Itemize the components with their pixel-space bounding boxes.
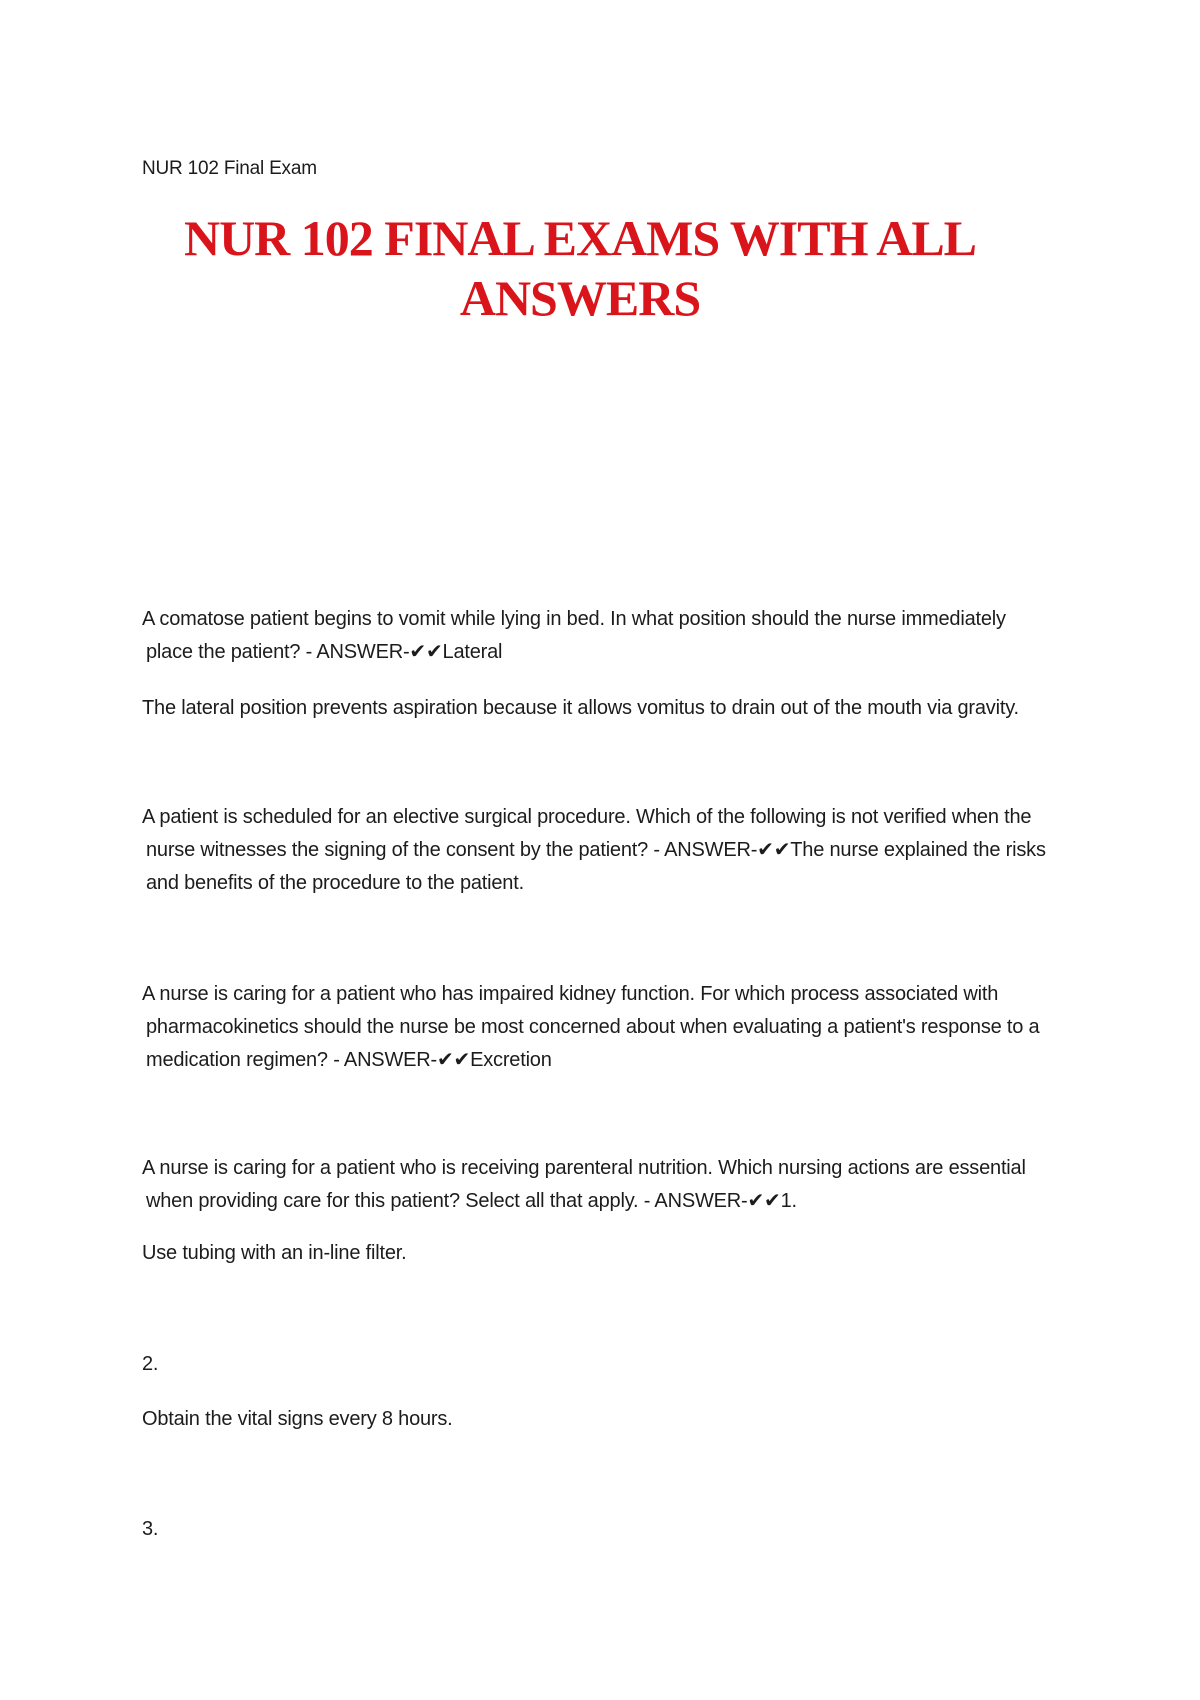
title-line-1: NUR 102 FINAL EXAMS WITH ALL xyxy=(183,210,977,266)
question-4-number-2: 2. xyxy=(142,1353,159,1375)
question-4-line-2: when providing care for this patient? Select all that apply. - ANSWER-✔✔1. xyxy=(146,1190,797,1212)
question-2-line-3: and benefits of the procedure to the patient. xyxy=(146,872,524,894)
question-2-line-2: nurse witnesses the signing of the consent by the patient? - ANSWER-✔✔The nurse explained the risks xyxy=(146,839,1046,861)
document-title xyxy=(150,208,1010,328)
question-1-line-1: A comatose patient begins to vomit while lying in bed. In what position should the nurse immediately xyxy=(142,608,1006,630)
question-4-option-1: Use tubing with an in-line filter. xyxy=(142,1242,407,1264)
question-4-option-2: Obtain the vital signs every 8 hours. xyxy=(142,1408,453,1430)
question-4-line-1: A nurse is caring for a patient who is receiving parenteral nutrition. Which nursing actions are essential xyxy=(142,1157,1026,1179)
question-4-number-3: 3. xyxy=(142,1518,159,1540)
page-header-label: NUR 102 Final Exam xyxy=(142,158,317,179)
question-1-explanation: The lateral position prevents aspiration because it allows vomitus to drain out of the mouth via gravity. xyxy=(142,697,1019,719)
question-1-line-2: place the patient? - ANSWER-✔✔Lateral xyxy=(146,641,503,663)
question-3-line-3: medication regimen? - ANSWER-✔✔Excretion xyxy=(146,1049,552,1071)
question-1 xyxy=(142,603,1062,669)
question-4 xyxy=(142,1152,1062,1218)
title-line-2: ANSWERS xyxy=(459,270,701,326)
question-2 xyxy=(142,801,1062,900)
question-3-line-1: A nurse is caring for a patient who has impaired kidney function. For which process associated with xyxy=(142,983,999,1005)
question-2-line-1: A patient is scheduled for an elective surgical procedure. Which of the following is not verified when the xyxy=(142,806,1032,828)
question-3 xyxy=(142,978,1062,1077)
question-3-line-2: pharmacokinetics should the nurse be most concerned about when evaluating a patient's response to a xyxy=(146,1016,1040,1038)
